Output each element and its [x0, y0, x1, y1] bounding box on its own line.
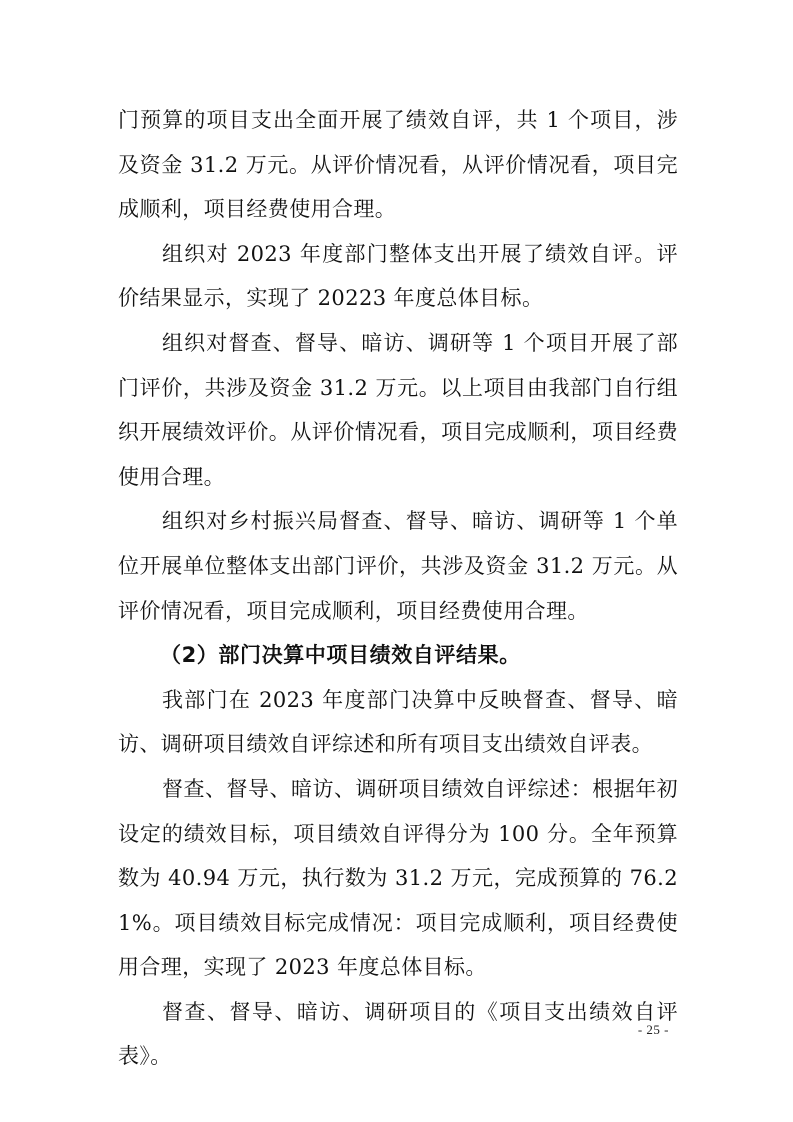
paragraph-unit-evaluation: 组织对乡村振兴局督查、督导、暗访、调研等 1 个单位开展单位整体支出部门评价，共涉及资金 31.2 万元。从评价情况看，项目完成顺利，项目经费使用合理。 [118, 509, 678, 623]
page-number: - 25 - [637, 1022, 669, 1037]
paragraph-overall-evaluation: 组织对 2023 年度部门整体支出开展了绩效自评。评价结果显示，实现了 20223 年度总体目标。 [118, 241, 678, 311]
paragraph-self-evaluation-table: 督查、督导、暗访、调研项目的《项目支出绩效自评表》。 [118, 999, 678, 1069]
paragraph-self-evaluation-summary: 督查、督导、暗访、调研项目绩效自评综述：根据年初设定的绩效目标，项目绩效自评得分为 100 分。全年预算数为 40.94 万元，执行数为 31.2 万元，完成预算的 76.21%。项目绩效目标完成情况：项目完成顺利，项目经费使用合理，实现了 2023 年度总体目标。 [118, 776, 678, 980]
document-body [118, 98, 678, 1079]
paragraph-final-accounts: 我部门在 2023 年度部门决算中反映督查、督导、暗访、调研项目绩效自评综述和所有项目支出绩效自评表。 [118, 687, 678, 757]
section-heading: （2）部门决算中项目绩效自评结果。 [160, 643, 521, 668]
paragraph-project-evaluation: 组织对督查、督导、暗访、调研等 1 个项目开展了部门评价，共涉及资金 31.2 万元。以上项目由我部门自行组织开展绩效评价。从评价情况看，项目完成顺利，项目经费使用合理。 [118, 330, 678, 489]
paragraph-continued: 门预算的项目支出全面开展了绩效自评，共 1 个项目，涉及资金 31.2 万元。从评价情况看，从评价情况看，项目完成顺利，项目经费使用合理。 [118, 108, 678, 222]
